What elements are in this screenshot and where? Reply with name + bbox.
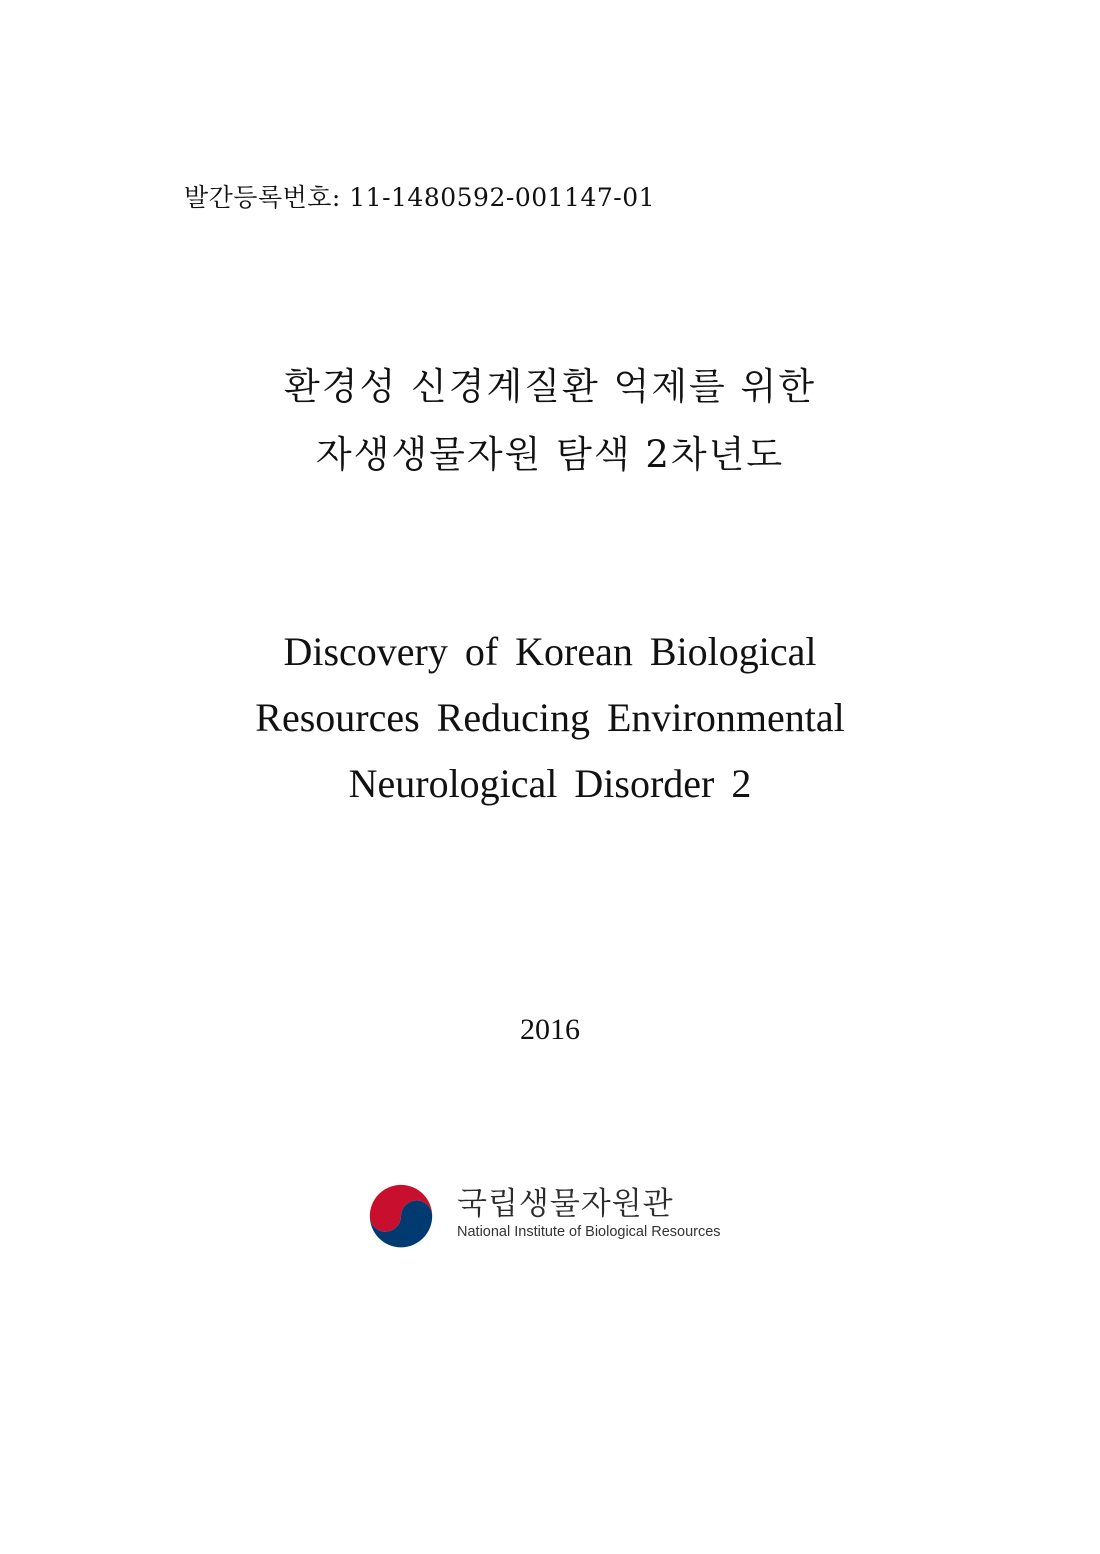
english-title-line-3: Neurological Disorder 2: [348, 761, 752, 806]
english-title-line-1: Discovery of Korean Biological: [283, 629, 817, 674]
taegeuk-emblem-icon: [362, 1174, 440, 1252]
korean-title-line-2: 자생생물자원 탐색 2차년도: [315, 433, 785, 476]
korean-title-line-1: 환경성 신경계질환 억제를 위한: [284, 365, 816, 408]
registration-number: 발간등록번호: 11-1480592-001147-01: [184, 183, 656, 212]
publication-year: 2016: [520, 1013, 580, 1046]
english-title-line-2: Resources Reducing Environmental: [255, 695, 845, 740]
publisher-name-korean: 국립생물자원관: [457, 1186, 674, 1222]
publisher-name-english: National Institute of Biological Resources: [457, 1224, 721, 1240]
publisher-logo: [362, 1174, 762, 1254]
